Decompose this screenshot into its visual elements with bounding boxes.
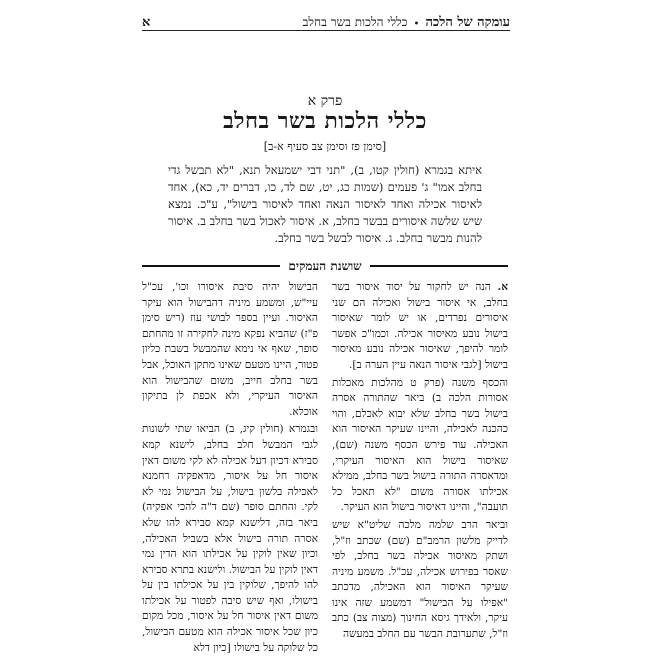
intro-text: איתא בגמרא (חולין קטו, ב), "תני דבי ישמעאל תנא, "לא תבשל גדי בחלב אמו" ג' פעמים (שמות כג, יט, שם לד, כו, דברים יד, כא), אחד לאיסור אכילה ואחד לאיסור הנאה ואחד לאיסור בישול", ע"כ. נמצא שיש שלשה איסורים בבשר בחלב, א. איסור לאכול בשר בחלב ב. איסור להנות מבשר בחלב. ג. איסור לבשל בשר בחלב. <box>168 163 482 245</box>
column-left-paragraph-1: הבישול יהיה סיבת איסורו וכו', עכ"ל עיי"ש, ומשמע מיניה דהבישול הוא עיקר האיסור. ועיין בספר לבושי עוז (ריש סימן פ"ז) שהביא נפקא מינה לחקירה זו מהחתם סופר, שאף אי נימא שהמבשל בשבת כליון פטור, היינו מטעם שאינו מתקן האוכל, אבל בשר בחלב חייב, משום שהבישול הוא האיסור העיקרי, ולא אכפת לן בתיקון אוכלא. <box>142 281 318 418</box>
column-right-paragraph-3: וביאר הרב שלמה מלכה שליט"א שיש לדייק מלשון הרמב"ם (שם) שכתב וז"ל, ושתק מאיסור אכילה בשר בחלב, לפי שאסר בפירוש אכילה, עכ"ל. משמע מיניה שעיקר האיסור הוא האכילה, מדכתב "אפילו על הבישול" דמשמע שזה אינו עיקר, ולאידך גיסא החינוך (מצוה צב) כתב וז"ל, שתערובת הבשר עם החלב במעשה <box>332 518 508 641</box>
column-left <box>142 280 318 654</box>
intro-paragraph <box>168 162 482 247</box>
section-label: שושנת העמקים <box>288 258 362 273</box>
section-divider <box>142 258 508 274</box>
chapter-label: פרק א <box>307 93 343 109</box>
running-header-title-group <box>303 14 510 30</box>
chapter-title: כללי הלכות בשר בחלב <box>223 108 427 134</box>
paragraph-lead-letter: א. <box>497 281 508 293</box>
running-header <box>142 8 510 31</box>
siman-reference: [סימן פז וסימן צב סעיף א-ב] <box>263 140 387 153</box>
column-right-paragraph-1 <box>332 280 508 374</box>
page-chapter-letter: א <box>142 15 151 30</box>
column-right-paragraph-2: והכסף משנה (פרק ט מהלכות מאכלות אסורות הלכה ב) ביאר שהתורה אסרה בישול בשר בחלב שלא יבוא לאכלם, והוי כהכנה לאכילה, והיינו שעיקר האיסור הוא האכילה. עוד פירש הכסף משנה (שם), שאיסור בישול הוא האיסור העיקרי, ומדאסרה התורה בישול בשר בחלב, ממילא אכילתו אסורה משום "לא תאכל כל תועבה", והיינו דאיסור בישול הוא העיקר. <box>332 376 508 514</box>
running-chapter-title: כללי הלכות בשר בחלב <box>302 15 408 29</box>
book-title: עומקה של הלכה <box>425 15 510 30</box>
column-left-paragraph-2: ובגמרא (חולין קיג, ב) הביאו שתי לשונות לגבי המבשל חלב בחלב, לישנא קמא סבירא דכיון דעל אכילה לא לקי משום דאין איסור חל על איסור, מדאפקיה רחמנא לאכילה בלשון בישול, על הבישול נמי לא לקי. והחתם סופר (שם ד"ה להכי אפקיה) ביאר בזה, דלישנא קמא סבירא להו שלא אסרה תורה בישול אלא בשביל האכילה, וכיון שאין לוקין על אכילתו הוא הדין נמי דאין לוקין על הבישול. ולישנא בתרא סבירא להו להיפך, שלוקין בין על אכילתו בין על בישולו, ואף שיש סיבה לפטור על אכילתו משום דאין איסור חל על איסור, מכל מקום כיון שכל איסור אכילה הוא מטעם הבישול, כל שלוקה על בישולו [כיון דלא <box>142 423 318 654</box>
header-bullet: • <box>413 19 420 30</box>
commentary-columns <box>142 280 508 654</box>
column-right-text-1: הנה יש לחקור על יסוד איסור בשר בחלב, אי איסור בישול ואכילה הם שני איסורים נפרדים, או יש לומר שאיסור בישול נובע מאיסור אכילה. וכמו"כ אפשר לומר להיפך, שאיסור אכילה נובע מאיסור בישול [לגבי איסור הנאה עיין הערה ב]. <box>332 281 508 371</box>
divider-rule-left <box>142 265 280 267</box>
column-right <box>332 280 508 642</box>
divider-rule-right <box>370 265 508 267</box>
